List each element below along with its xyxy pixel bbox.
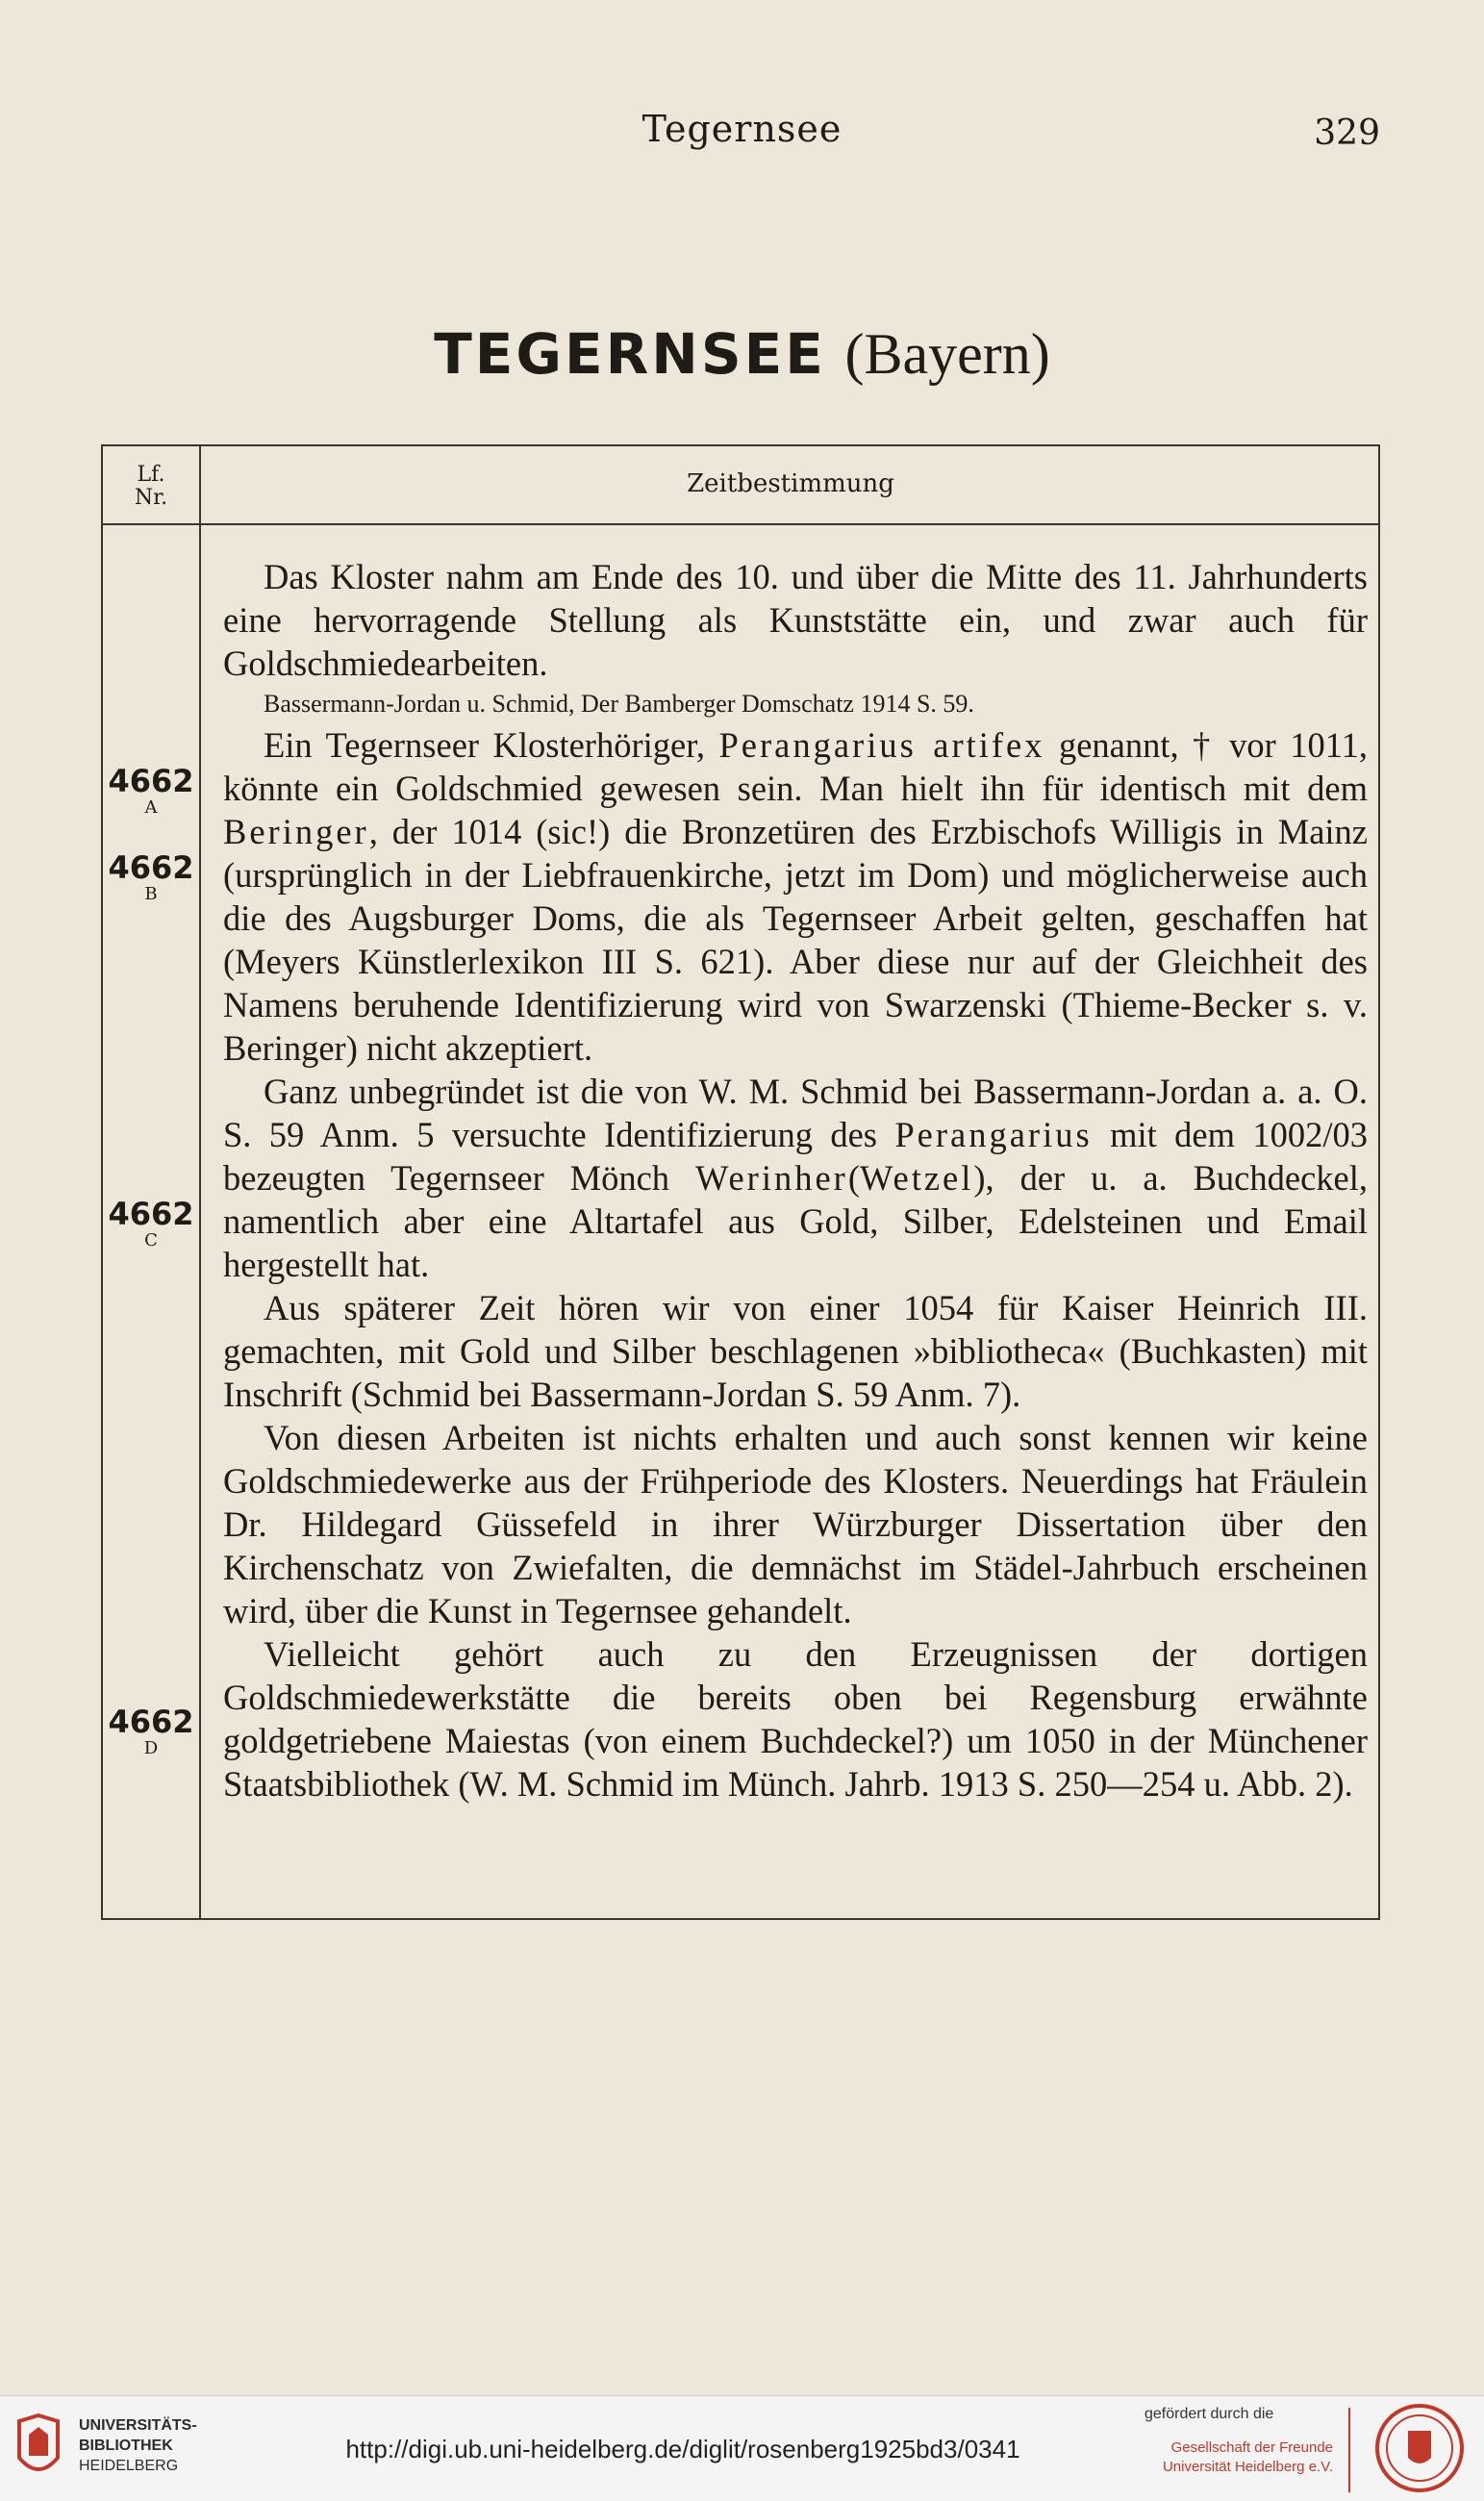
digitization-footer <box>0 2395 1484 2501</box>
entry-table <box>101 444 1380 1920</box>
text-run: ( <box>847 1158 860 1198</box>
citation: Bassermann-Jordan u. Schmid, Der Bamberger Domschatz 1914 S. 59. <box>264 690 974 718</box>
entry-number: 4662 <box>108 849 194 886</box>
entry-letter: D <box>143 1738 159 1758</box>
digitization-url-link[interactable]: http://digi.ub.uni-heidelberg.de/diglit/rosenberg1925bd3/0341 <box>345 2435 1020 2463</box>
entry-number: 4662 <box>108 1196 194 1232</box>
friends-divider <box>1348 2408 1350 2492</box>
library-name <box>79 2415 197 2476</box>
zeitbestimmung-text <box>223 555 1368 1806</box>
text-run: mit dem 1002/03 bezeugten Tegernseer Mönch <box>223 1115 1369 1198</box>
page-title <box>0 317 1484 388</box>
friends-line1: Gesellschaft der Freunde <box>1170 2439 1333 2456</box>
title-main: TEGERNSEE <box>434 321 826 387</box>
entry-number: 4662 <box>108 1704 194 1740</box>
col-header-nr-line2: Nr. <box>134 486 168 510</box>
entry-number: 4662 <box>108 763 194 799</box>
title-sub: (Bayern) <box>844 322 1050 386</box>
text-run: Ein Tegernseer Klosterhöriger, <box>264 725 719 765</box>
paragraph-intro: Das Kloster nahm am Ende des 10. und über die Mitte des 11. Jahrhunderts eine hervorragende Stellung als Kunststätte ein, und zwar auch für Goldschmiedearbeiten. <box>223 557 1368 683</box>
university-seal-icon <box>1373 2402 1466 2494</box>
spaced-name: Beringer <box>223 812 369 851</box>
text-run: , der 1014 (sic!) die Bronzetüren des Erzbischofs Willigis in Mainz (ursprünglich in der Liebfrauenkirche, jetzt im Dom) und möglicherweise auch die des Augsburger Doms, die als Tegernseer Arbeit gelten, geschaffen hat (Meyers Künstlerlexikon III S. 621). Aber diese nur auf der Gleichheit des Namens beruhende Identifizierung wird von Swarzenski (Thieme-Becker s. v. Beringer) nicht akzeptiert. <box>223 812 1368 1068</box>
spaced-name: Perangarius artifex <box>718 725 1045 765</box>
table-header-row <box>103 446 1378 525</box>
page-number: 329 <box>1314 114 1380 153</box>
paragraph-bibliotheca: Aus späterer Zeit hören wir von einer 1054 für Kaiser Heinrich III. gemachten, mit Gold und Silber beschlagenen »bibliotheca« (Buchkasten) mit Inschrift (Schmid bei Bassermann-Jordan S. 59 Anm. 7). <box>223 1288 1368 1414</box>
spaced-name: Werinher <box>694 1158 848 1198</box>
spaced-name: Wetzel <box>859 1158 974 1198</box>
spaced-name: Perangarius <box>894 1115 1093 1154</box>
paragraph-perangarius <box>223 723 1368 1070</box>
friends-line2: Universität Heidelberg e.V. <box>1162 2459 1333 2475</box>
entry-label-b <box>103 850 199 904</box>
paragraph-nothing-preserved: Von diesen Arbeiten ist nichts erhalten und auch sonst kennen wir keine Goldschmiedewerke aus der Frühperiode des Klosters. Neuerdings hat Fräulein Dr. Hildegard Güssefeld in ihrer Würzburger Dissertation über den Kirchenschatz von Zwiefalten, die demnächst im Städel-Jahrbuch erscheinen wird, über die Kunst in Tegernsee gehandelt. <box>223 1418 1368 1630</box>
column-divider <box>199 446 201 1918</box>
funded-by-text: gefördert durch die <box>1144 2406 1274 2422</box>
running-title: Tegernsee <box>641 108 843 150</box>
entry-letter: A <box>144 797 158 818</box>
library-line3: HEIDELBERG <box>79 2458 179 2474</box>
library-line2: BIBLIOTHEK <box>79 2438 173 2454</box>
entry-label-d <box>103 1705 199 1758</box>
text-run: Ganz unbegründet ist die von W. M. Schmid bei Bassermann-Jordan a. a. O. S. 59 Anm. 5 versuchte Identifizierung des <box>223 1072 1368 1154</box>
text-run: ), der u. a. Buchdeckel, namentlich aber eine Altartafel aus Gold, Silber, Edelsteinen und Email hergestellt hat. <box>223 1158 1368 1284</box>
paragraph-maiestas: Vielleicht gehört auch zu den Erzeugnissen der dortigen Goldschmiedewerkstätte die bereits oben bei Regensburg erwähnte goldgetriebene Maiestas (von einem Buchdeckel?) um 1050 in der Münchener Staatsbibliothek (W. M. Schmid im Münch. Jahrb. 1913 S. 250—254 u. Abb. 2). <box>223 1634 1368 1804</box>
friends-society <box>1150 2438 1333 2477</box>
col-header-zeitbestimmung: Zeitbestimmung <box>687 469 894 498</box>
text-run: genannt, † vor 1011, könnte ein Goldschmied gewesen sein. Man hielt ihn für identisch mit dem <box>223 725 1369 808</box>
entry-number-column <box>103 446 199 1918</box>
library-line1: UNIVERSITÄTS- <box>79 2417 197 2434</box>
entry-label-a <box>103 764 199 818</box>
ub-heidelberg-logo-icon <box>13 2413 63 2483</box>
entry-letter: B <box>144 884 158 904</box>
paragraph-identification <box>223 1070 1368 1286</box>
col-header-nr-line1: Lf. <box>137 463 165 487</box>
entry-letter: C <box>144 1230 158 1250</box>
entry-label-c <box>103 1197 199 1250</box>
